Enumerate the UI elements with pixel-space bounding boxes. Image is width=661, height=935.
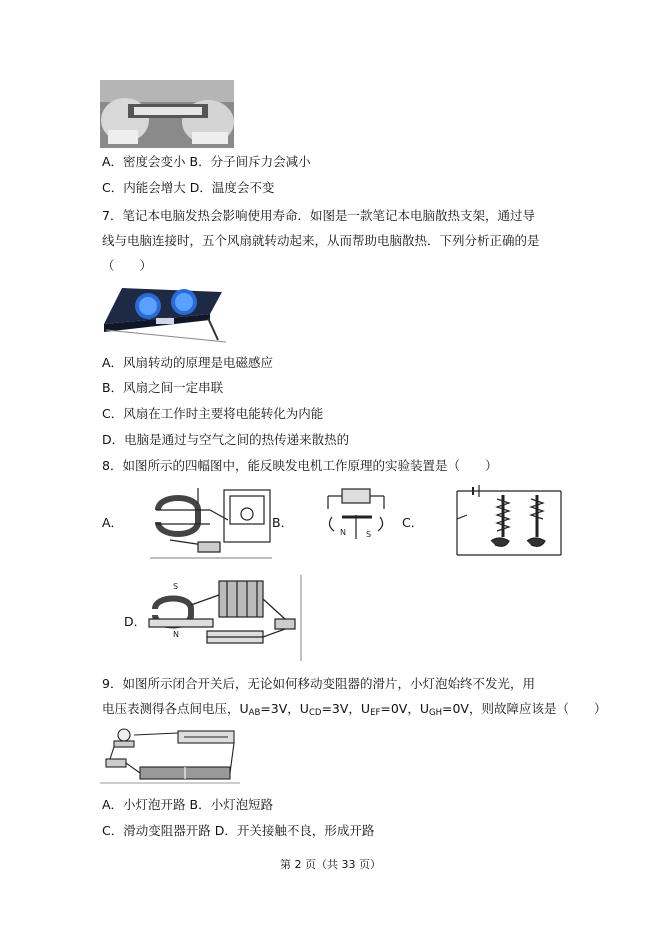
q9-text-pre: 电压表测得各点间电压，U [102, 701, 249, 716]
q9-text-ef: =0V，U [380, 701, 429, 716]
q9-text-ab: =3V，U [260, 701, 309, 716]
svg-text:N: N [340, 528, 346, 537]
q6-syringe-photo [100, 80, 234, 148]
page-footer: 第 2 页（共 33 页） [280, 858, 381, 871]
q7-option-d: D．电脑是通过与空气之间的热传递来散热的 [102, 432, 350, 447]
q7-option-c: C．风扇在工作时主要将电能转化为内能 [102, 406, 324, 421]
q7-option-b: B．风扇之间一定串联 [102, 380, 224, 395]
q9-text-gh: =0V，则故障应该是（ ） [441, 701, 607, 716]
q9-stem-line1: 9．如图所示闭合开关后，无论如何移动变阻器的滑片，小灯泡始终不发光，用 [102, 676, 535, 691]
q8-label-c: C． [402, 515, 424, 530]
q9-sub-gh: GH [428, 708, 442, 718]
q8-label-a: A． [102, 515, 124, 530]
q8-label-b: B． [272, 515, 294, 530]
q9-sub-cd: CD [308, 708, 322, 718]
q7-stem-line2: 线与电脑连接时，五个风扇就转动起来，从而帮助电脑散热．下列分析正确的是 [102, 233, 540, 248]
svg-text:S: S [366, 530, 372, 539]
q6-options-cd: C．内能会增大 D．温度会不变 [102, 180, 275, 195]
svg-text:S: S [173, 582, 179, 591]
q9-sub-ab: AB [248, 708, 261, 718]
q7-option-a: A．风扇转动的原理是电磁感应 [102, 355, 274, 370]
q8-diagram-c [455, 485, 563, 557]
q9-options-ab: A．小灯泡开路 B．小灯泡短路 [102, 797, 274, 812]
q8-label-d: D． [124, 614, 147, 629]
svg-text:N: N [173, 630, 179, 639]
q9-text-cd: =3V，U [321, 701, 371, 716]
q9-options-cd: C．滑动变阻器开路 D．开关接触不良，形成开路 [102, 823, 375, 838]
q7-laptop-cooler-image [100, 284, 226, 346]
q8-stem: 8．如图所示的四幅图中，能反映发电机工作原理的实验装置是（ ） [102, 458, 498, 473]
q8-diagram-d [145, 575, 303, 661]
q9-stem-line2 [102, 701, 606, 721]
q8-diagram-b [322, 485, 392, 551]
q8-diagram-a [150, 480, 272, 562]
q9-sub-ef: EF [370, 708, 381, 718]
q7-stem-line3: （ ） [102, 258, 153, 273]
q6-options-ab: A．密度会变小 B．分子间斥力会减小 [102, 154, 311, 169]
q9-circuit-diagram [100, 725, 240, 785]
q7-stem-line1: 7．笔记本电脑发热会影响使用寿命．如图是一款笔记本电脑散热支架，通过导 [102, 208, 535, 223]
